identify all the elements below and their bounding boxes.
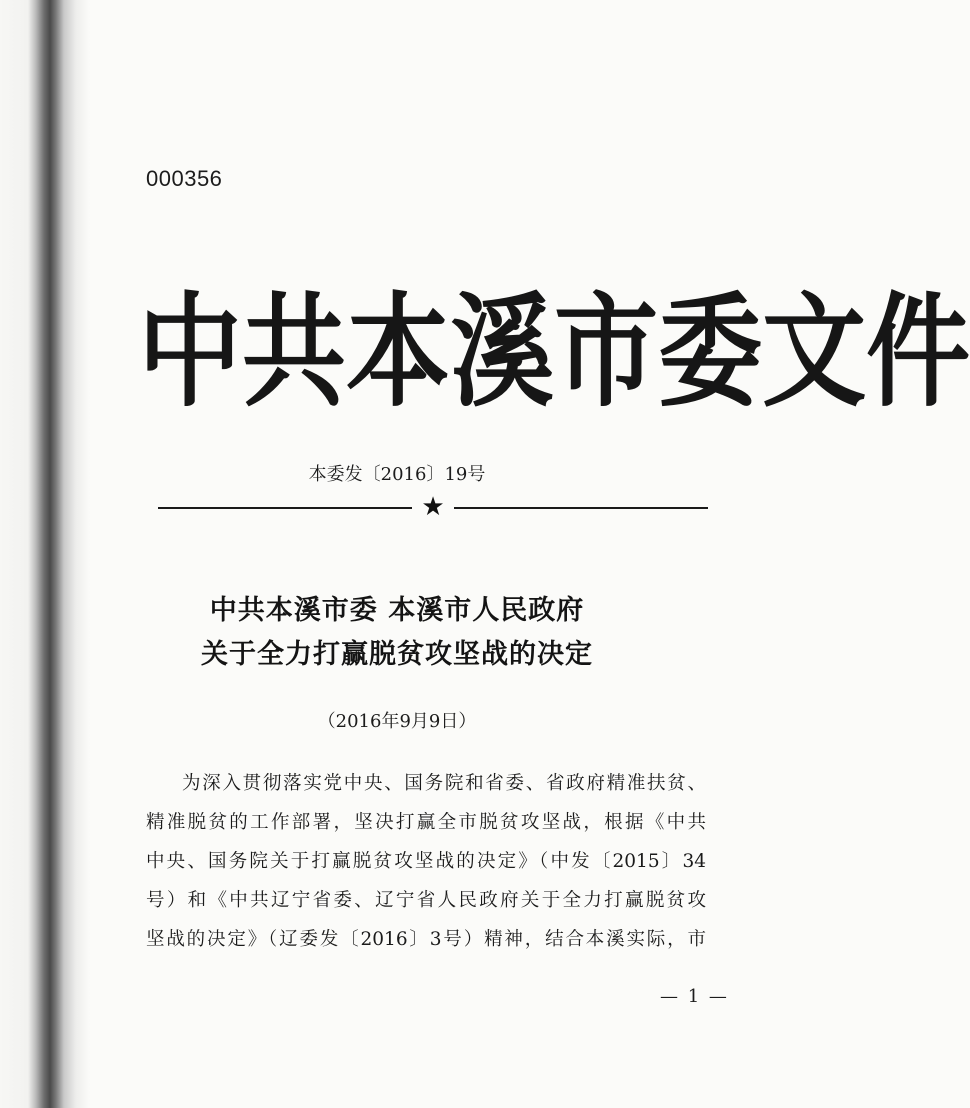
header-divider: [158, 494, 708, 522]
divider-line-right: [454, 507, 708, 509]
masthead-char: 中: [138, 280, 243, 424]
divider-line-left: [158, 507, 412, 509]
masthead-char: 件: [866, 280, 970, 424]
serial-number: 000356: [146, 166, 223, 191]
masthead-char: 市: [554, 280, 659, 424]
binding-edge-shadow: [0, 0, 90, 1108]
masthead-char: 共: [242, 280, 347, 424]
masthead-char: 委: [658, 280, 763, 424]
document-title-line-2: 关于全力打赢脱贫攻坚战的决定: [201, 639, 593, 670]
masthead-char: 文: [762, 280, 867, 424]
body-line: 号）和《中共辽宁省委、辽宁省人民政府关于全力打赢脱贫攻: [146, 890, 706, 911]
document-number: 本委发〔2016〕19号: [308, 464, 486, 485]
masthead-char: 本: [346, 280, 451, 424]
star-icon: ★: [421, 492, 445, 522]
document-date: （2016年9月9日）: [317, 711, 477, 732]
document-title-line-1: 中共本溪市委 本溪市人民政府: [209, 595, 585, 626]
body-line: 精准脱贫的工作部署，坚决打赢全市脱贫攻坚战，根据《中共: [146, 812, 706, 833]
body-line: 为深入贯彻落实党中央、国务院和省委、省政府精准扶贫、: [182, 773, 706, 794]
masthead-char: 溪: [450, 280, 555, 424]
body-paragraph: [146, 764, 706, 959]
masthead-title: [138, 280, 970, 424]
body-line: 中央、国务院关于打赢脱贫攻坚战的决定》（中发〔2015〕34: [146, 851, 706, 872]
body-line: 坚战的决定》（辽委发〔2016〕3号）精神，结合本溪实际，市: [146, 929, 706, 950]
page-number: — 1 —: [660, 986, 729, 1007]
